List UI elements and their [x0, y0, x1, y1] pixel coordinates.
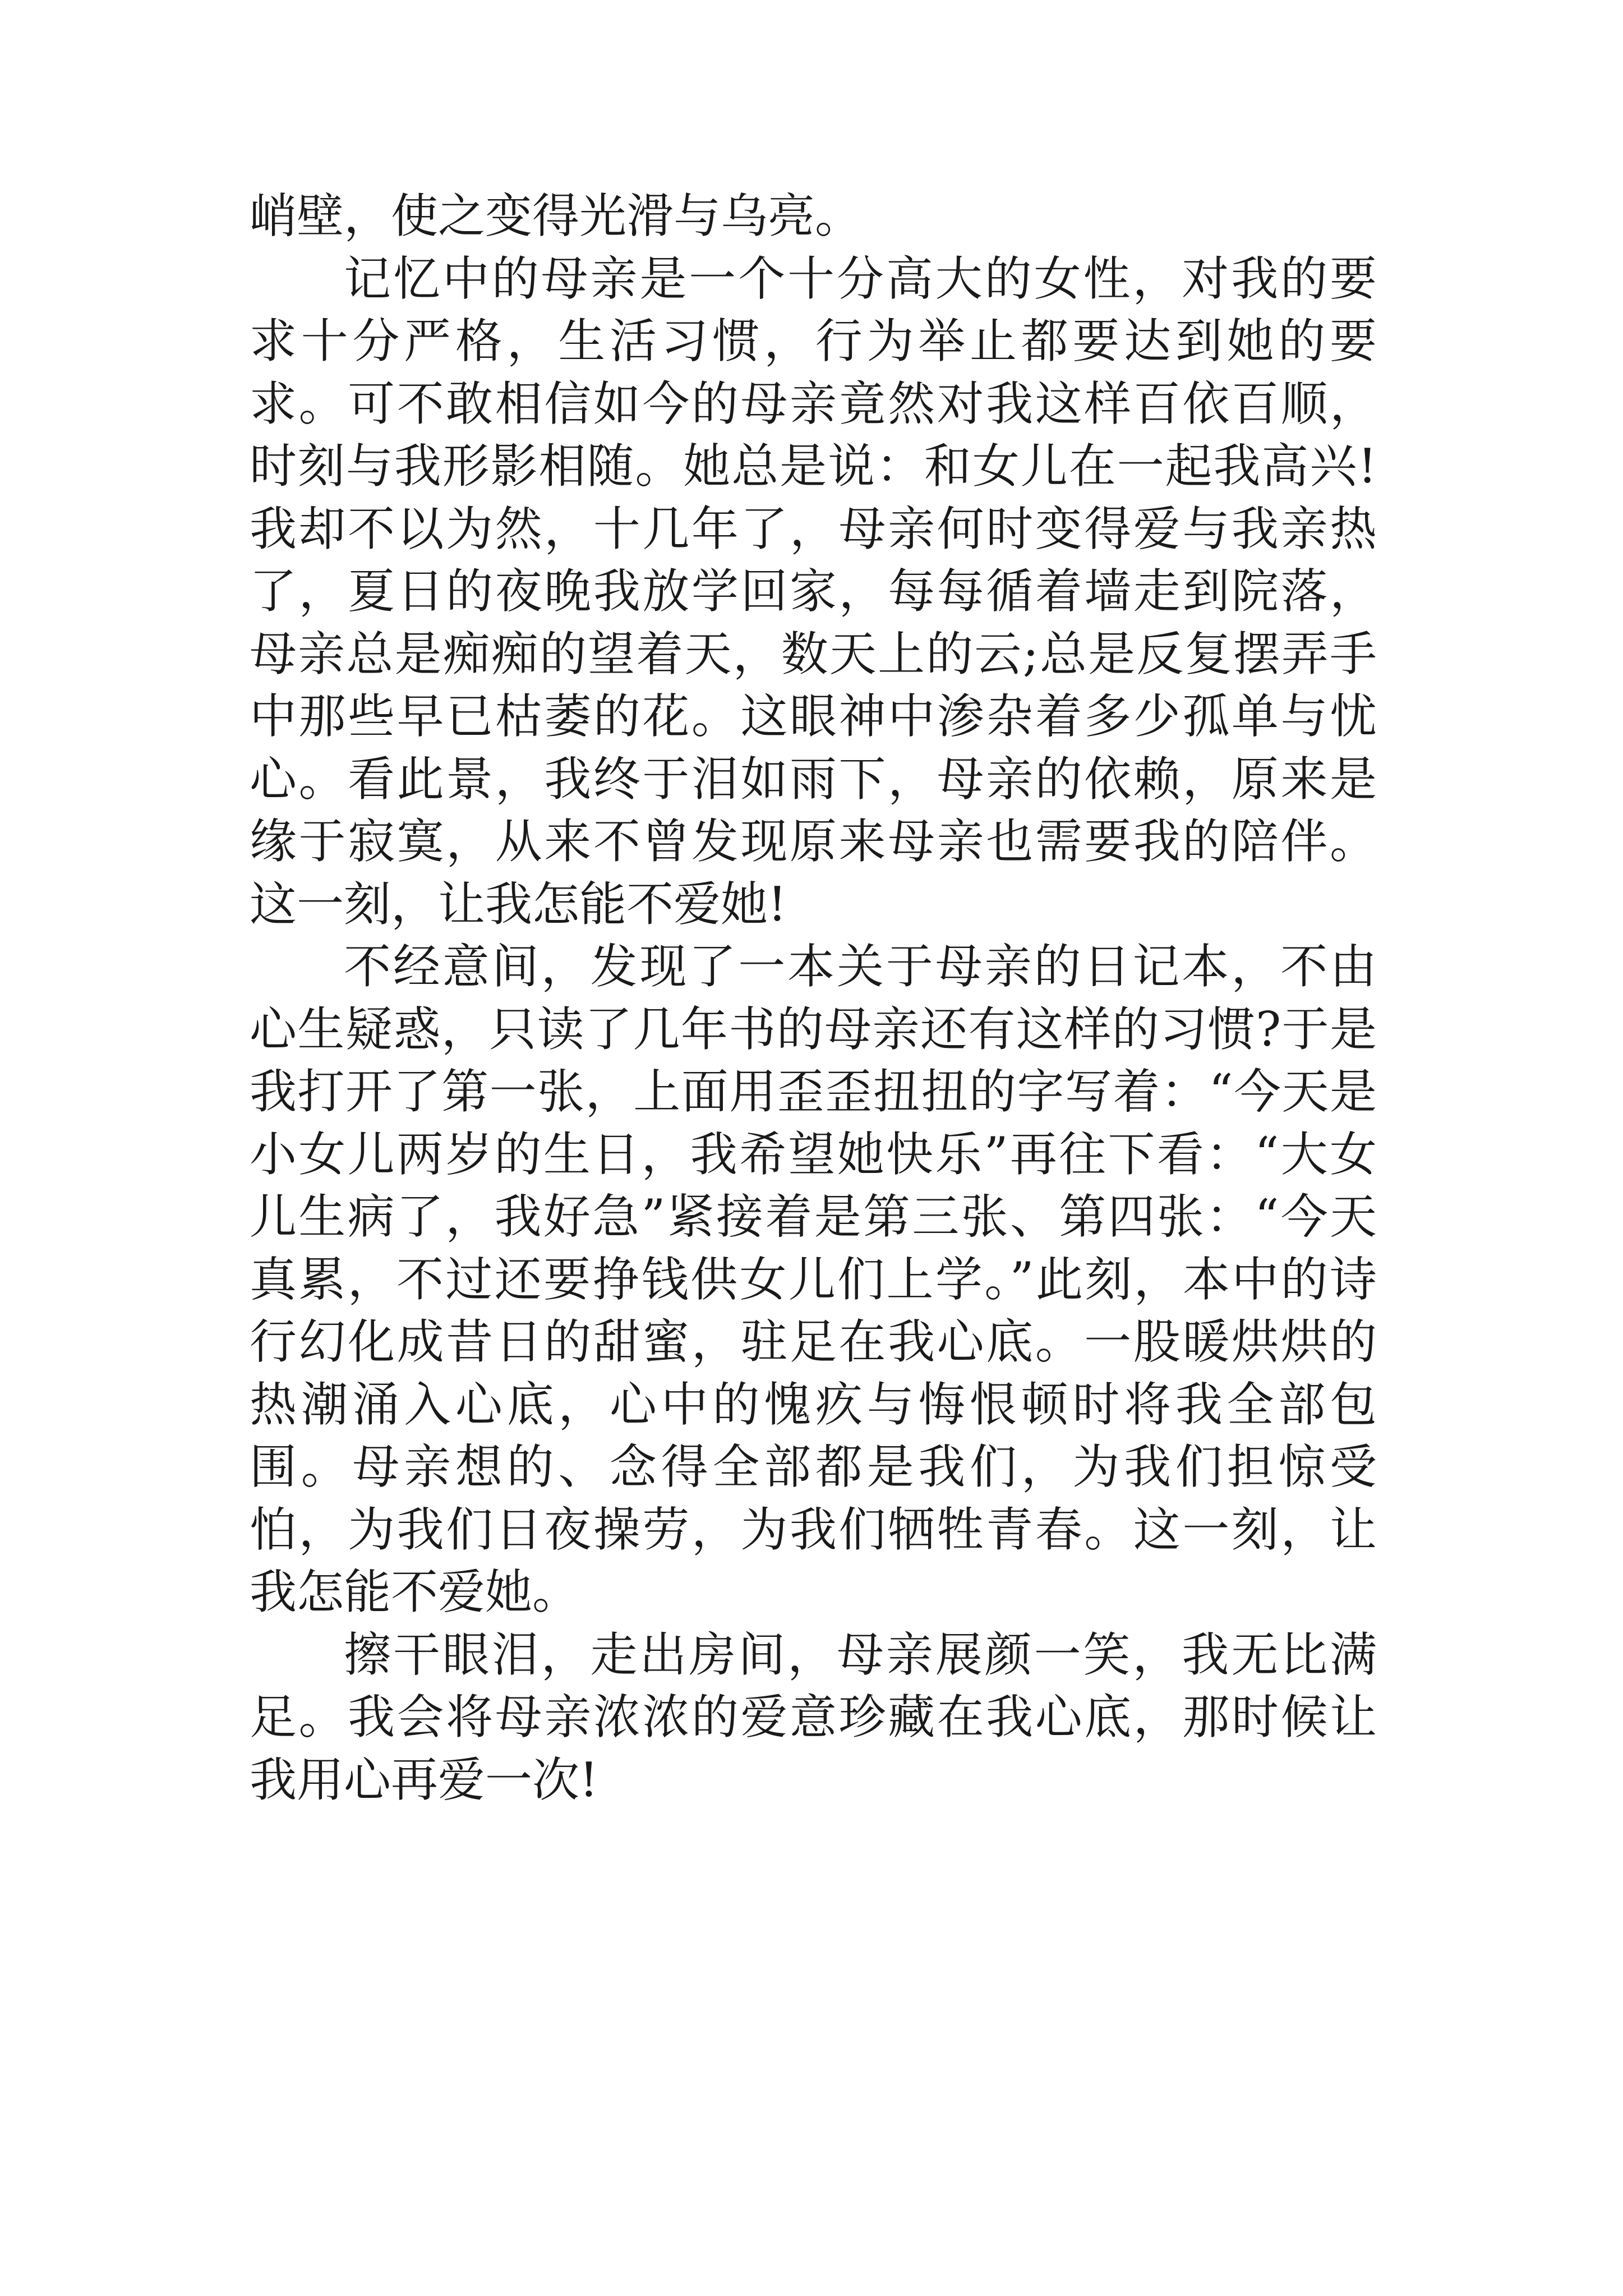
- paragraph-diary: 不经意间，发现了一本关于母亲的日记本，不由心生疑惑，只读了几年书的母亲还有这样的习惯?于是我打开了第一张，上面用歪歪扭扭的字写着：“今天是小女儿两岁的生日，我希望她快乐”再往下看：“大女儿生病了，我好急”紧接着是第三张、第四张：“今天真累，不过还要挣钱供女儿们上学。”此刻，本中的诗行幻化成昔日的甜蜜，驻足在我心底。一股暖烘烘的热潮涌入心底，心中的愧疚与悔恨顿时将我全部包围。母亲想的、念得全部都是我们，为我们担惊受怕，为我们日夜操劳，为我们牺牲青春。这一刻，让我怎能不爱她。: [250, 939, 1377, 1619]
- paragraph-continuation: 峭壁，使之变得光滑与乌亮。: [250, 188, 863, 243]
- paragraph-closing: 擦干眼泪，走出房间，母亲展颜一笑，我无比满足。我会将母亲浓浓的爱意珍藏在我心底，那时候让我用心再爱一次!: [250, 1627, 1377, 1807]
- body-text: [250, 185, 1377, 1811]
- paragraph-memory-of-mother: 记忆中的母亲是一个十分高大的女性，对我的要求十分严格，生活习惯，行为举止都要达到她的要求。可不敢相信如今的母亲竟然对我这样百依百顺，时刻与我形影相随。她总是说：和女儿在一起我高兴!我却不以为然，十几年了，母亲何时变得爱与我亲热了，夏日的夜晚我放学回家，每每循着墙走到院落，母亲总是痴痴的望着天，数天上的云;总是反复摆弄手中那些早已枯萎的花。这眼神中渗杂着多少孤单与忧心。看此景，我终于泪如雨下，母亲的依赖，原来是缘于寂寞，从来不曾发现原来母亲也需要我的陪伴。这一刻，让我怎能不爱她!: [250, 251, 1377, 932]
